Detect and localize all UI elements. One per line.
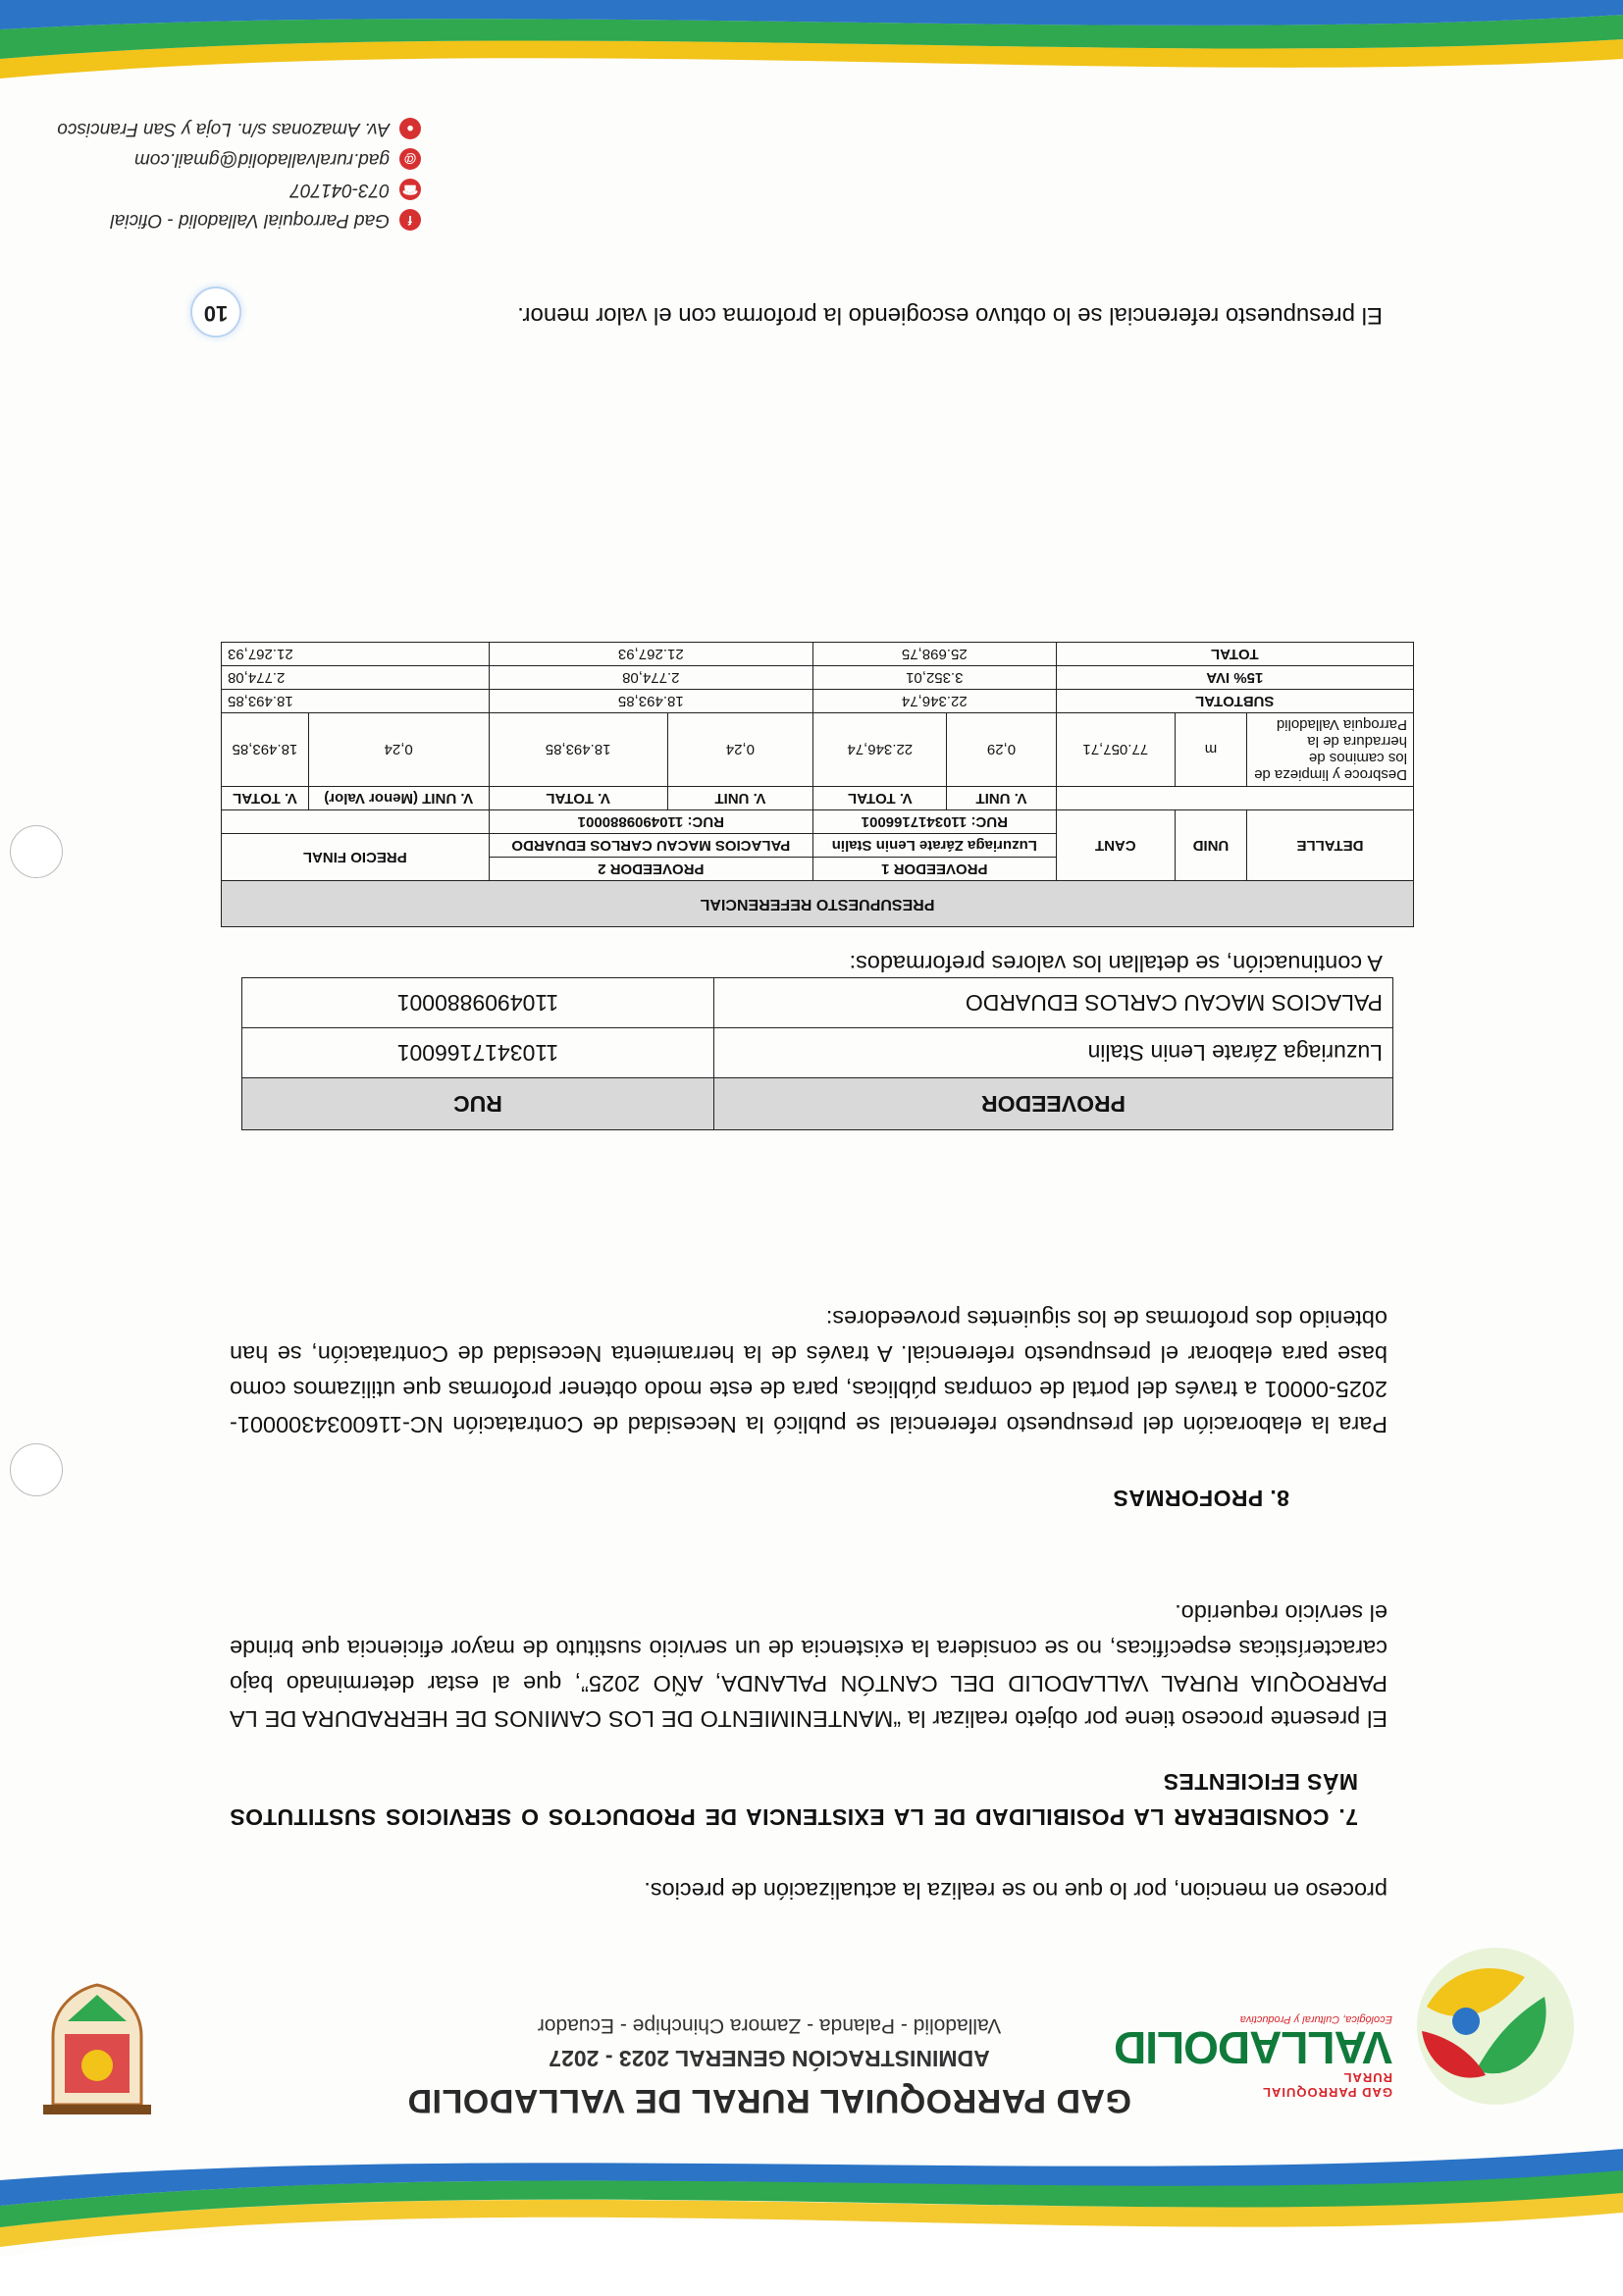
budget-title: PRESUPUESTO REFERENCIAL [222, 881, 1414, 927]
binder-hole [10, 1443, 63, 1496]
valladolid-emblem-icon [1407, 1938, 1584, 2114]
item-cant: 77.057,71 [1056, 713, 1176, 787]
p1-vtotal: 22.346,74 [813, 713, 947, 787]
brand-tagline: Ecológica, Cultural y Productiva [1239, 2013, 1392, 2025]
contact-email [9, 144, 421, 175]
contact-address [9, 114, 421, 144]
subtotal-label: SUBTOTAL [1056, 690, 1413, 713]
contact-block [9, 114, 421, 235]
intro-continuation: proceso en mencion, por lo que no se realiza la actualización de precios. [644, 1878, 1387, 1904]
brand-small: GAD PARROQUIAL RURAL [1262, 2070, 1392, 2100]
total-label: TOTAL [1056, 643, 1413, 666]
p1-vtotal-header: V. TOTAL [813, 787, 947, 810]
page-title: GAD PARROQUIAL RURAL DE VALLADOLID [407, 2082, 1131, 2119]
page-number: 10 [190, 287, 241, 338]
providers-header-row [242, 1078, 1393, 1130]
phone-icon: ☎ [399, 180, 421, 201]
iva-row [222, 666, 1414, 690]
provider-ruc: 1103417166001 [242, 1028, 714, 1078]
table-row [222, 713, 1414, 787]
phone-text: 073-041707 [289, 180, 390, 201]
location-pin-icon: ● [399, 119, 421, 140]
section-8-body [230, 1301, 1387, 1442]
page-subtitle: ADMINISTRACIÓN GENERAL 2023 - 2027 [549, 2046, 990, 2071]
section-8-title: 8. PROFORMAS [1113, 1486, 1289, 1511]
header-band [0, 2149, 1623, 2296]
budget-provider-label-row [222, 858, 1414, 881]
body-intro [230, 1873, 1387, 1908]
prov2-label: PROVEEDOR 2 [489, 858, 813, 881]
p2-vunit: 0,24 [667, 713, 812, 787]
item-detalle: Desbroce y limpieza de los caminos de herradura de la Parroquia Valladolid [1246, 713, 1413, 787]
table-row [242, 1028, 1393, 1078]
section-7-text: El presente proceso tiene por objeto realizar la “MANTENIMIENTO DE LOS CAMINOS DE HERRADURA DE LA PARROQUIA RURAL VALLADOLID DEL CANTÓN PALANDA, AÑO 2025”, que al estar determinado bajo características específicas, no se considera la existencia de un servicio sustituto de mayor eficiencia que brinde el servicio requerido. [230, 1600, 1387, 1732]
subtotal-p1: 22.346,74 [813, 690, 1056, 713]
p1-vunit: 0,29 [947, 713, 1056, 787]
contact-phone [9, 175, 421, 205]
providers-header-proveedor: PROVEEDOR [713, 1078, 1392, 1130]
prov1-label: PROVEEDOR 1 [813, 858, 1056, 881]
section-7-body [230, 1595, 1387, 1737]
provider-name: PALACIOS MACAU CARLOS EDUARDO [713, 978, 1392, 1028]
prov2-ruc: RUC: 1104909880001 [489, 810, 813, 834]
iva-p2: 2.774,08 [489, 666, 813, 690]
total-p2: 21.267,93 [489, 643, 813, 666]
p1-vunit-header: V. UNIT [947, 787, 1056, 810]
closing-paragraph: El presupuesto referencial se lo obtuvo escogiendo la proforma con el valor menor. [517, 302, 1383, 329]
footer-band [0, 0, 1623, 98]
pf-vunit-header: V. UNIT (Menor Valor) [308, 787, 489, 810]
pf-vunit: 0,24 [308, 713, 489, 787]
prov1-ruc: RUC: 1103417166001 [813, 810, 1056, 834]
total-row [222, 643, 1414, 666]
provider-ruc: 1104909880001 [242, 978, 714, 1028]
section-7-title-block [230, 1764, 1358, 1835]
page-location: Valladolid - Palanda - Zamora Chinchipe - Ecuador [537, 2014, 1002, 2037]
budget-title-row [222, 881, 1414, 927]
contact-facebook [9, 205, 421, 235]
precio-final-ruc-blank [222, 810, 490, 834]
col-cant: CANT [1056, 810, 1176, 881]
p2-vtotal-header: V. TOTAL [489, 787, 667, 810]
item-unid: m [1176, 713, 1247, 787]
iva-label: 15% IVA [1056, 666, 1413, 690]
pf-vtotal-header: V. TOTAL [222, 787, 309, 810]
subtotal-pf: 18.493,85 [222, 690, 490, 713]
providers-header-ruc: RUC [242, 1078, 714, 1130]
section-8-title-block [308, 1481, 1289, 1516]
iva-p1: 3.352,01 [813, 666, 1056, 690]
provider-name: Luzuriaga Zárate Lenin Stalin [713, 1028, 1392, 1078]
section-7-title: 7. CONSIDERAR LA POSIBILIDAD DE LA EXISTENCIA DE PRODUCTOS O SERVICIOS SUSTITUTOS MÁS EFICIENTES [230, 1769, 1358, 1830]
header-text [347, 2013, 1191, 2119]
lead-in-text: A continuación, se detallan los valores preformados: [849, 951, 1383, 976]
coat-of-arms-icon [43, 1982, 151, 2114]
facebook-text: Gad Parroquial Valladolid - Oficial [110, 210, 390, 232]
subtotal-row [222, 690, 1414, 713]
budget-subheader-row [222, 787, 1414, 810]
pf-vtotal: 18.493,85 [222, 713, 309, 787]
total-p1: 25.698,75 [813, 643, 1056, 666]
col-unid: UNID [1176, 810, 1247, 881]
table-row [242, 978, 1393, 1028]
email-text: gad.ruralvalladolid@gmail.com [133, 149, 390, 171]
p2-vunit-header: V. UNIT [667, 787, 812, 810]
brand-main: VALLADOLID [1114, 2022, 1392, 2073]
email-icon: @ [399, 149, 421, 171]
p2-vtotal: 18.493,85 [489, 713, 667, 787]
facebook-icon: f [399, 210, 421, 232]
prov2-name: PALACIOS MACAU CARLOS EDUARDO [489, 834, 813, 858]
subtotal-p2: 18.493,85 [489, 690, 813, 713]
prov1-name: Luzuriaga Zárate Lenin Stalin [813, 834, 1056, 858]
budget-table [221, 642, 1414, 927]
section-8-text: Para la elaboración del presupuesto referencial se publicó la Necesidad de Contratación NC-1160034300001-2025-00001 a través del portal de compras públicas, para de este modo obtener proformas que utilizamos como base para elaborar el presupuesto referencial. A través de la herramienta Necesidad de Contratación, se han obtenido dos proformas de los siguientes proveedores: [230, 1306, 1387, 1437]
iva-pf: 2.774,08 [222, 666, 490, 690]
precio-final-label: PRECIO FINAL [222, 834, 490, 881]
binder-hole [10, 825, 63, 878]
brand-block [1114, 2013, 1392, 2100]
subheader-blank [1056, 787, 1413, 810]
total-pf: 21.267,93 [222, 643, 490, 666]
address-text: Av. Amazonas s/n. Loja y San Francisco [57, 119, 390, 140]
lead-in-block [225, 946, 1383, 981]
col-detalle: DETALLE [1246, 810, 1413, 881]
providers-table [241, 977, 1393, 1130]
